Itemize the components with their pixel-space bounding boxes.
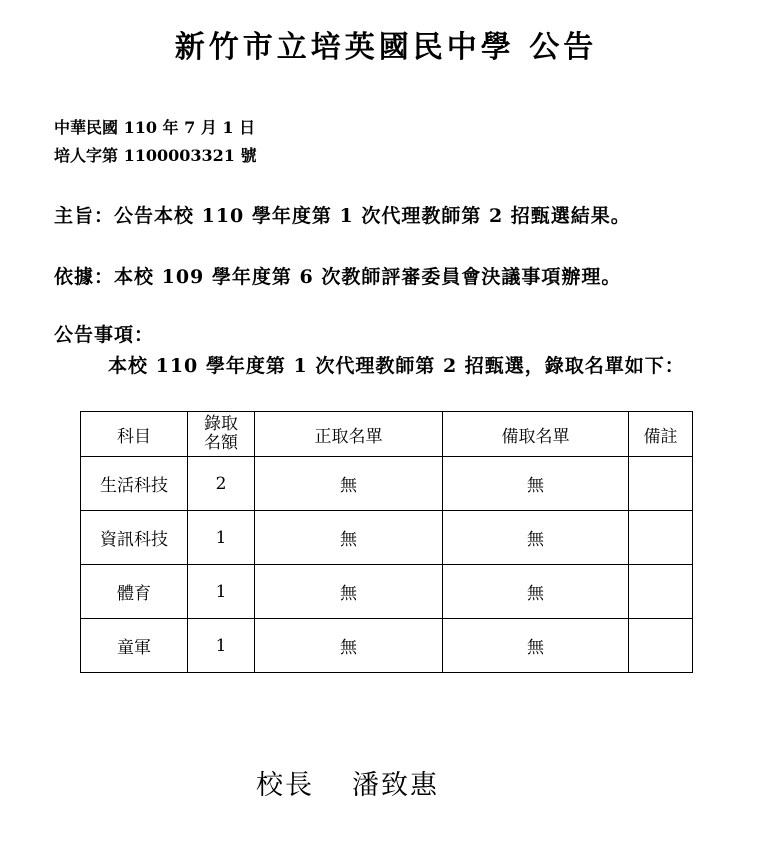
header-remarks: 備註 xyxy=(629,412,693,457)
table-row xyxy=(81,565,693,619)
subject-line: 主旨：公告本校 110 學年度第 1 次代理教師第 2 招甄選結果。 xyxy=(54,205,631,227)
table-row xyxy=(81,511,693,565)
cell-waitlist: 無 xyxy=(443,619,629,673)
cell-waitlist: 無 xyxy=(443,457,629,511)
table-header-row xyxy=(81,412,693,457)
document-date: 中華民國 110 年 7 月 1 日 xyxy=(54,118,256,137)
cell-remarks xyxy=(629,565,693,619)
cell-remarks xyxy=(629,511,693,565)
document-number: 培人字第 1100003321 號 xyxy=(54,146,257,165)
cell-admitted: 無 xyxy=(255,511,443,565)
cell-quota: 2 xyxy=(188,457,255,511)
notice-body: 本校 110 學年度第 1 次代理教師第 2 招甄選，錄取名單如下： xyxy=(108,355,685,377)
header-quota-line1: 錄取 xyxy=(204,414,238,434)
header-quota-line2: 名額 xyxy=(204,433,238,453)
header-quota xyxy=(188,412,255,457)
cell-waitlist: 無 xyxy=(443,511,629,565)
document-title: 新竹市立培英國民中學 公告 xyxy=(174,30,598,65)
cell-subject: 資訊科技 xyxy=(81,511,188,565)
table-row xyxy=(81,619,693,673)
cell-admitted: 無 xyxy=(255,457,443,511)
cell-admitted: 無 xyxy=(255,565,443,619)
principal-signature-line xyxy=(256,763,439,802)
cell-quota: 1 xyxy=(188,619,255,673)
cell-admitted: 無 xyxy=(255,619,443,673)
cell-quota: 1 xyxy=(188,565,255,619)
principal-name: 潘致惠 xyxy=(352,770,439,801)
header-subject: 科目 xyxy=(81,412,188,457)
header-waitlist: 備取名單 xyxy=(443,412,629,457)
results-table xyxy=(80,411,693,673)
basis-line: 依據：本校 109 學年度第 6 次教師評審委員會決議事項辦理。 xyxy=(54,266,622,288)
cell-subject: 生活科技 xyxy=(81,457,188,511)
cell-subject: 體育 xyxy=(81,565,188,619)
cell-waitlist: 無 xyxy=(443,565,629,619)
cell-quota: 1 xyxy=(188,511,255,565)
header-admitted: 正取名單 xyxy=(255,412,443,457)
cell-remarks xyxy=(629,619,693,673)
principal-title: 校長 xyxy=(256,770,314,801)
cell-subject: 童軍 xyxy=(81,619,188,673)
table-row xyxy=(81,457,693,511)
notice-heading: 公告事項： xyxy=(54,324,155,346)
cell-remarks xyxy=(629,457,693,511)
